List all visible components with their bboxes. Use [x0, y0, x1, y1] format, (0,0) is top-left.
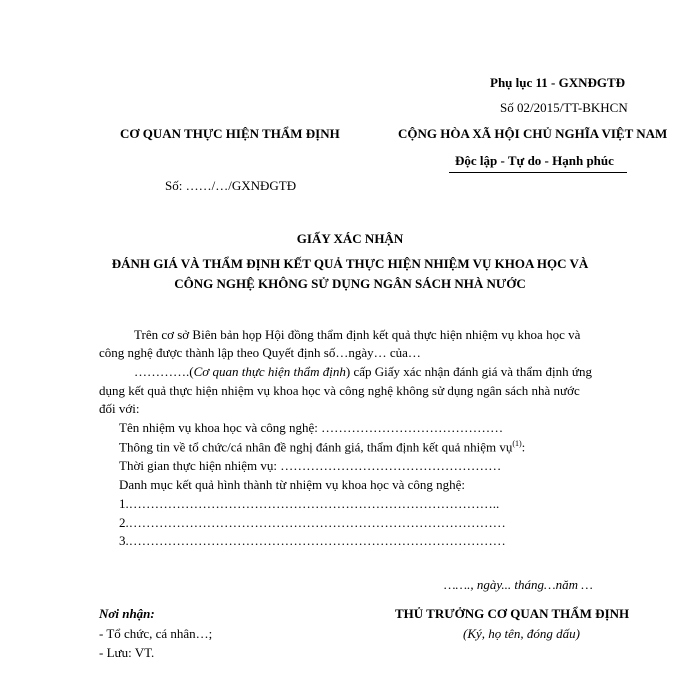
paragraph-2-rest: ) cấp Giấy xác nhận đánh giá và thẩm định ứng — [345, 364, 592, 379]
org-info-text: Thông tin về tổ chức/cá nhân đề nghị đánh giá, thẩm định kết quả nhiệm vụ — [119, 439, 513, 455]
footnote-marker: (1) — [512, 439, 522, 448]
results-list-heading: Danh mục kết quả hình thành từ nhiệm vụ khoa học và công nghệ: — [119, 477, 466, 492]
task-name-field: Tên nhiệm vụ khoa học và công nghệ: …………………………………… — [119, 420, 504, 435]
paragraph-1-line1: Trên cơ sở Biên bản họp Hội đồng thẩm định kết quả thực hiện nhiệm vụ khoa học và — [134, 327, 581, 342]
agency-placeholder: Cơ quan thực hiện thẩm định — [193, 364, 346, 379]
document-subtitle-line2: CÔNG NGHỆ KHÔNG SỬ DỤNG NGÂN SÁCH NHÀ NƯỚC — [174, 276, 526, 291]
appendix-label: Phụ lục 11 - GXNĐGTĐ — [490, 75, 626, 90]
signer-title: THỦ TRƯỞNG CƠ QUAN THẨM ĐỊNH — [395, 606, 630, 621]
result-item-3: 3.…………………………………………………………………………… — [119, 533, 506, 548]
date-line: ……., ngày... tháng…năm … — [444, 577, 593, 592]
duration-field: Thời gian thực hiện nhiệm vụ: …………………………………………… — [119, 458, 502, 473]
circular-number: Số 02/2015/TT-BKHCN — [500, 100, 628, 115]
recipient-2: - Lưu: VT. — [99, 645, 155, 660]
org-info-colon: : — [521, 439, 526, 455]
paragraph-1-line2: công nghệ được thành lập theo Quyết định số…ngày… của… — [99, 345, 421, 360]
paragraph-2-line3: đối với: — [99, 401, 140, 416]
paragraph-2-line1 — [134, 365, 592, 378]
recipients-label: Nơi nhận: — [99, 606, 155, 621]
document-title: GIẤY XÁC NHẬN — [296, 231, 404, 246]
motto-underline — [449, 172, 627, 173]
agency-name: CƠ QUAN THỰC HIỆN THẨM ĐỊNH — [120, 126, 340, 141]
paragraph-2-line2: dụng kết quả thực hiện nhiệm vụ khoa học và công nghệ không sử dụng ngân sách nhà nước — [99, 383, 580, 398]
national-motto: Độc lập - Tự do - Hạnh phúc — [455, 153, 614, 168]
result-item-2: 2.…………………………………………………………………………… — [119, 515, 506, 530]
recipient-1: - Tổ chức, cá nhân…; — [99, 626, 213, 641]
dots-placeholder: ………….( — [134, 364, 194, 379]
result-item-1: 1.………………………………………………………………………….. — [119, 496, 500, 511]
document-subtitle-line1: ĐÁNH GIÁ VÀ THẨM ĐỊNH KẾT QUẢ THỰC HIỆN NHIỆM VỤ KHOA HỌC VÀ — [111, 256, 589, 271]
org-info-field — [119, 440, 525, 453]
nation-name: CỘNG HÒA XÃ HỘI CHỦ NGHĨA VIỆT NAM — [398, 126, 668, 141]
signer-note: (Ký, họ tên, đóng dấu) — [463, 626, 580, 641]
document-number: Số: ……/…/GXNĐGTĐ — [165, 178, 297, 193]
